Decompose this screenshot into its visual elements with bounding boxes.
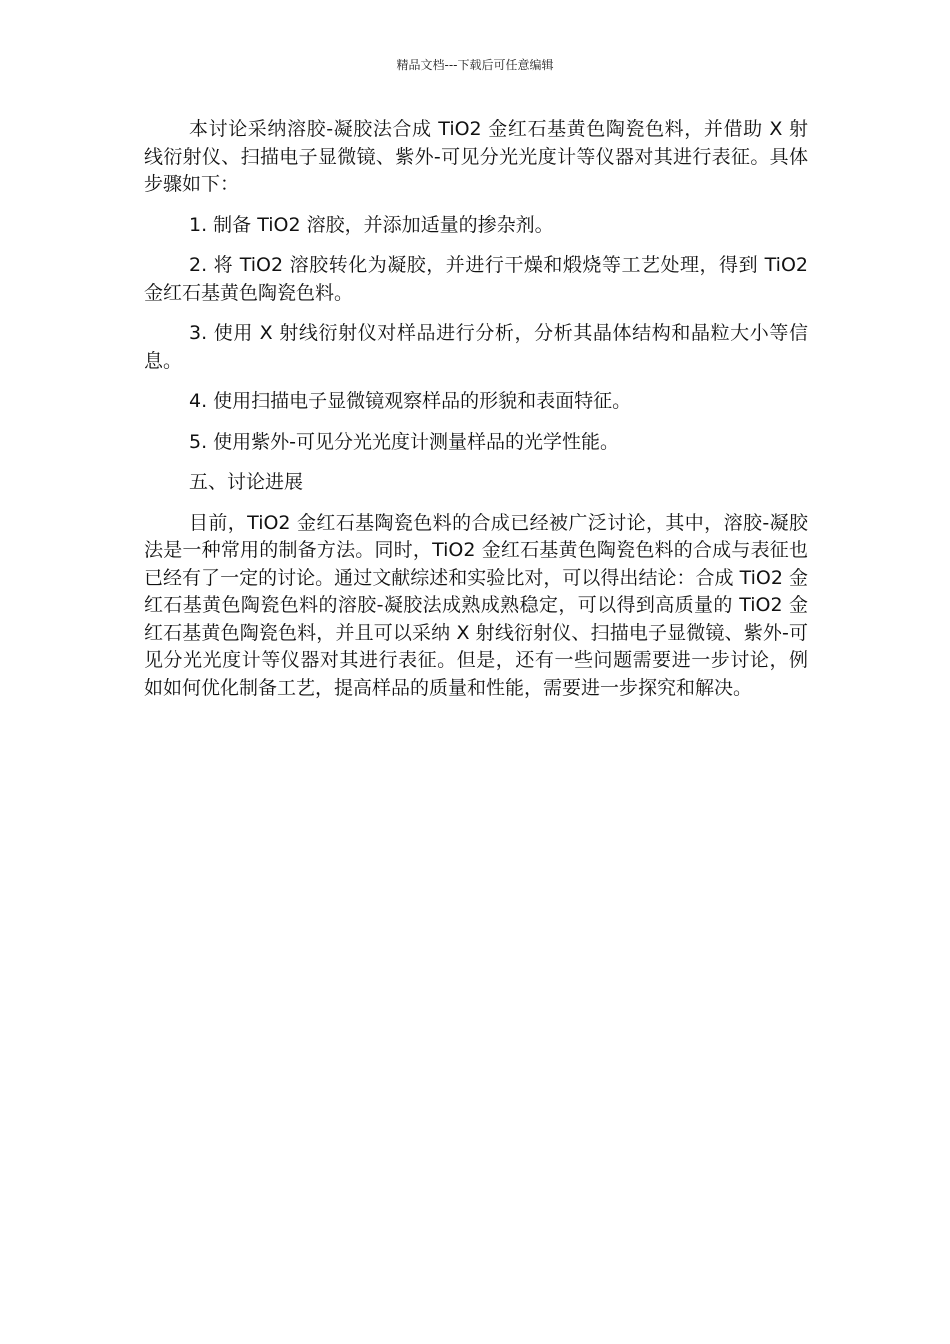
page-header: 精品文档---下载后可任意编辑 bbox=[396, 58, 554, 72]
step-3-paragraph: 3. 使用 X 射线衍射仪对样品进行分析，分析其晶体结构和晶粒大小等信息。 bbox=[144, 322, 808, 372]
intro-paragraph: 本讨论采纳溶胶-凝胶法合成 TiO2 金红石基黄色陶瓷色料，并借助 X 射线衍射仪、扫描电子显微镜、紫外-可见分光光度计等仪器对其进行表征。具体步骤如下： bbox=[144, 118, 808, 195]
step-1-paragraph: 1. 制备 TiO2 溶胶，并添加适量的掺杂剂。 bbox=[189, 213, 554, 236]
progress-paragraph: 目前，TiO2 金红石基陶瓷色料的合成已经被广泛讨论，其中，溶胶-凝胶法是一种常用的制备方法。同时，TiO2 金红石基黄色陶瓷色料的合成与表征也已经有了一定的讨论。通过文献综述和实验比对，可以得出结论：合成 TiO2 金红石基黄色陶瓷色料的溶胶-凝胶法成熟成熟稳定，可以得到高质量的 TiO2 金红石基黄色陶瓷色料，并且可以采纳 X 射线衍射仪、扫描电子显微镜、紫外-可见分光光度计等仪器对其进行表征。但是，还有一些问题需要进一步讨论，例如如何优化制备工艺，提高样品的质量和性能，需要进一步探究和解决。 bbox=[144, 511, 808, 699]
document-body bbox=[144, 116, 808, 715]
step-5-paragraph: 5. 使用紫外-可见分光光度计测量样品的光学性能。 bbox=[189, 430, 620, 453]
step-4-paragraph: 4. 使用扫描电子显微镜观察样品的形貌和表面特征。 bbox=[189, 390, 632, 412]
section-heading: 五、讨论进展 bbox=[189, 471, 304, 493]
step-2-paragraph: 2. 将 TiO2 溶胶转化为凝胶，并进行干燥和煅烧等工艺处理，得到 TiO2 金红石基黄色陶瓷色料。 bbox=[144, 254, 808, 304]
